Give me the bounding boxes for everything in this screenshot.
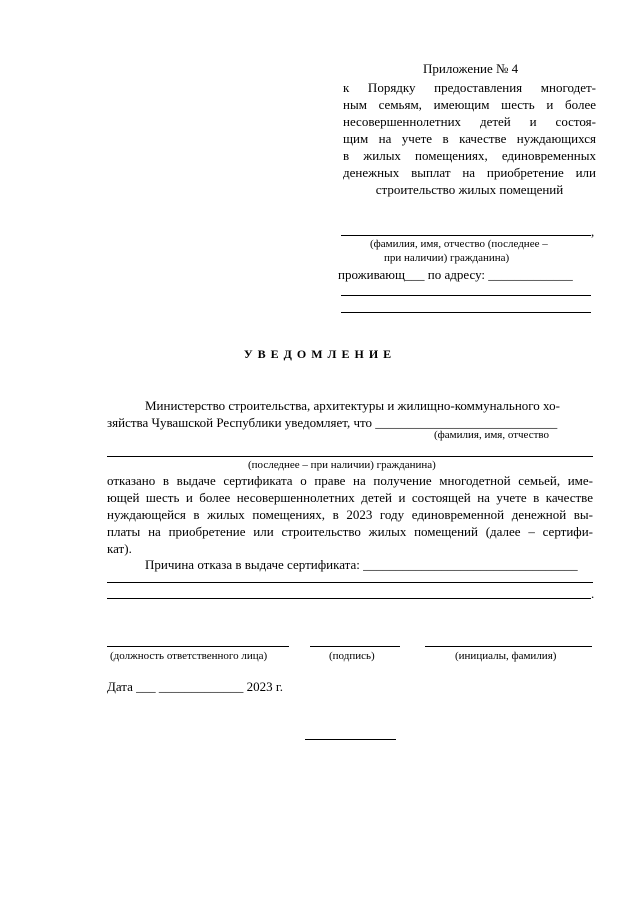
appendix-reference xyxy=(343,79,596,198)
reason-end-dot: . xyxy=(591,586,595,601)
document-heading: УВЕДОМЛЕНИЕ xyxy=(243,347,397,361)
appendix-title: Приложение № 4 xyxy=(423,61,519,76)
reason-line xyxy=(107,582,593,583)
signature-caption: (подпись) xyxy=(329,650,375,662)
refusal-line: нуждающейся в жилых помещениях, в 2023 году единовременной денежной вы- xyxy=(107,507,593,522)
fio-line xyxy=(107,456,593,457)
appendix-line: к Порядку предоставления многодет- xyxy=(343,80,596,95)
recipient-caption: при наличии) гражданина) xyxy=(384,252,510,264)
address-label: проживающ___ по адресу: _____________ xyxy=(338,267,573,282)
fio-caption: (последнее – при наличии) гражданина) xyxy=(248,459,436,471)
address-line xyxy=(341,312,591,313)
refusal-paragraph xyxy=(107,472,593,557)
reason-line xyxy=(107,598,591,599)
fio-caption: (фамилия, имя, отчество xyxy=(434,429,550,441)
refusal-line: отказано в выдаче сертификата о праве на получение многодетной семьей, име- xyxy=(107,473,593,488)
refusal-line: платы на приобретение или строительство жилых помещений (далее – сертифи- xyxy=(107,524,593,539)
notice-line: зяйства Чувашской Республики уведомляет, что ____________________________ xyxy=(107,415,558,430)
recipient-comma: , xyxy=(591,224,595,239)
name-line xyxy=(425,646,592,647)
appendix-line: денежных выплат на приобретение или xyxy=(343,165,596,180)
appendix-line: ным семьям, имеющим шесть и более xyxy=(343,97,596,112)
refusal-line: кат). xyxy=(107,541,132,556)
reason-label: Причина отказа в выдаче сертификата: _________________________________ xyxy=(145,557,578,572)
name-caption: (инициалы, фамилия) xyxy=(455,650,557,662)
appendix-line: строительство жилых помещений xyxy=(375,182,564,197)
date-line: Дата ___ _____________ 2023 г. xyxy=(107,679,284,694)
appendix-line: несовершеннолетних детей и состоя- xyxy=(343,114,596,129)
recipient-name-line xyxy=(341,235,591,236)
address-line xyxy=(341,295,591,296)
signature-line xyxy=(310,646,400,647)
notice-intro xyxy=(107,397,593,431)
footer-separator xyxy=(305,739,396,740)
notice-line: Министерство строительства, архитектуры и жилищно-коммунального хо- xyxy=(145,398,560,413)
position-caption: (должность ответственного лица) xyxy=(110,650,268,662)
refusal-line: ющей шесть и более несовершеннолетних детей и состоящей на учете в качестве xyxy=(107,490,593,505)
appendix-line: в жилых помещениях, единовременных xyxy=(343,148,596,163)
recipient-caption: (фамилия, имя, отчество (последнее – xyxy=(370,238,548,250)
position-line xyxy=(107,646,289,647)
appendix-line: щим на учете в качестве нуждающихся xyxy=(343,131,596,146)
